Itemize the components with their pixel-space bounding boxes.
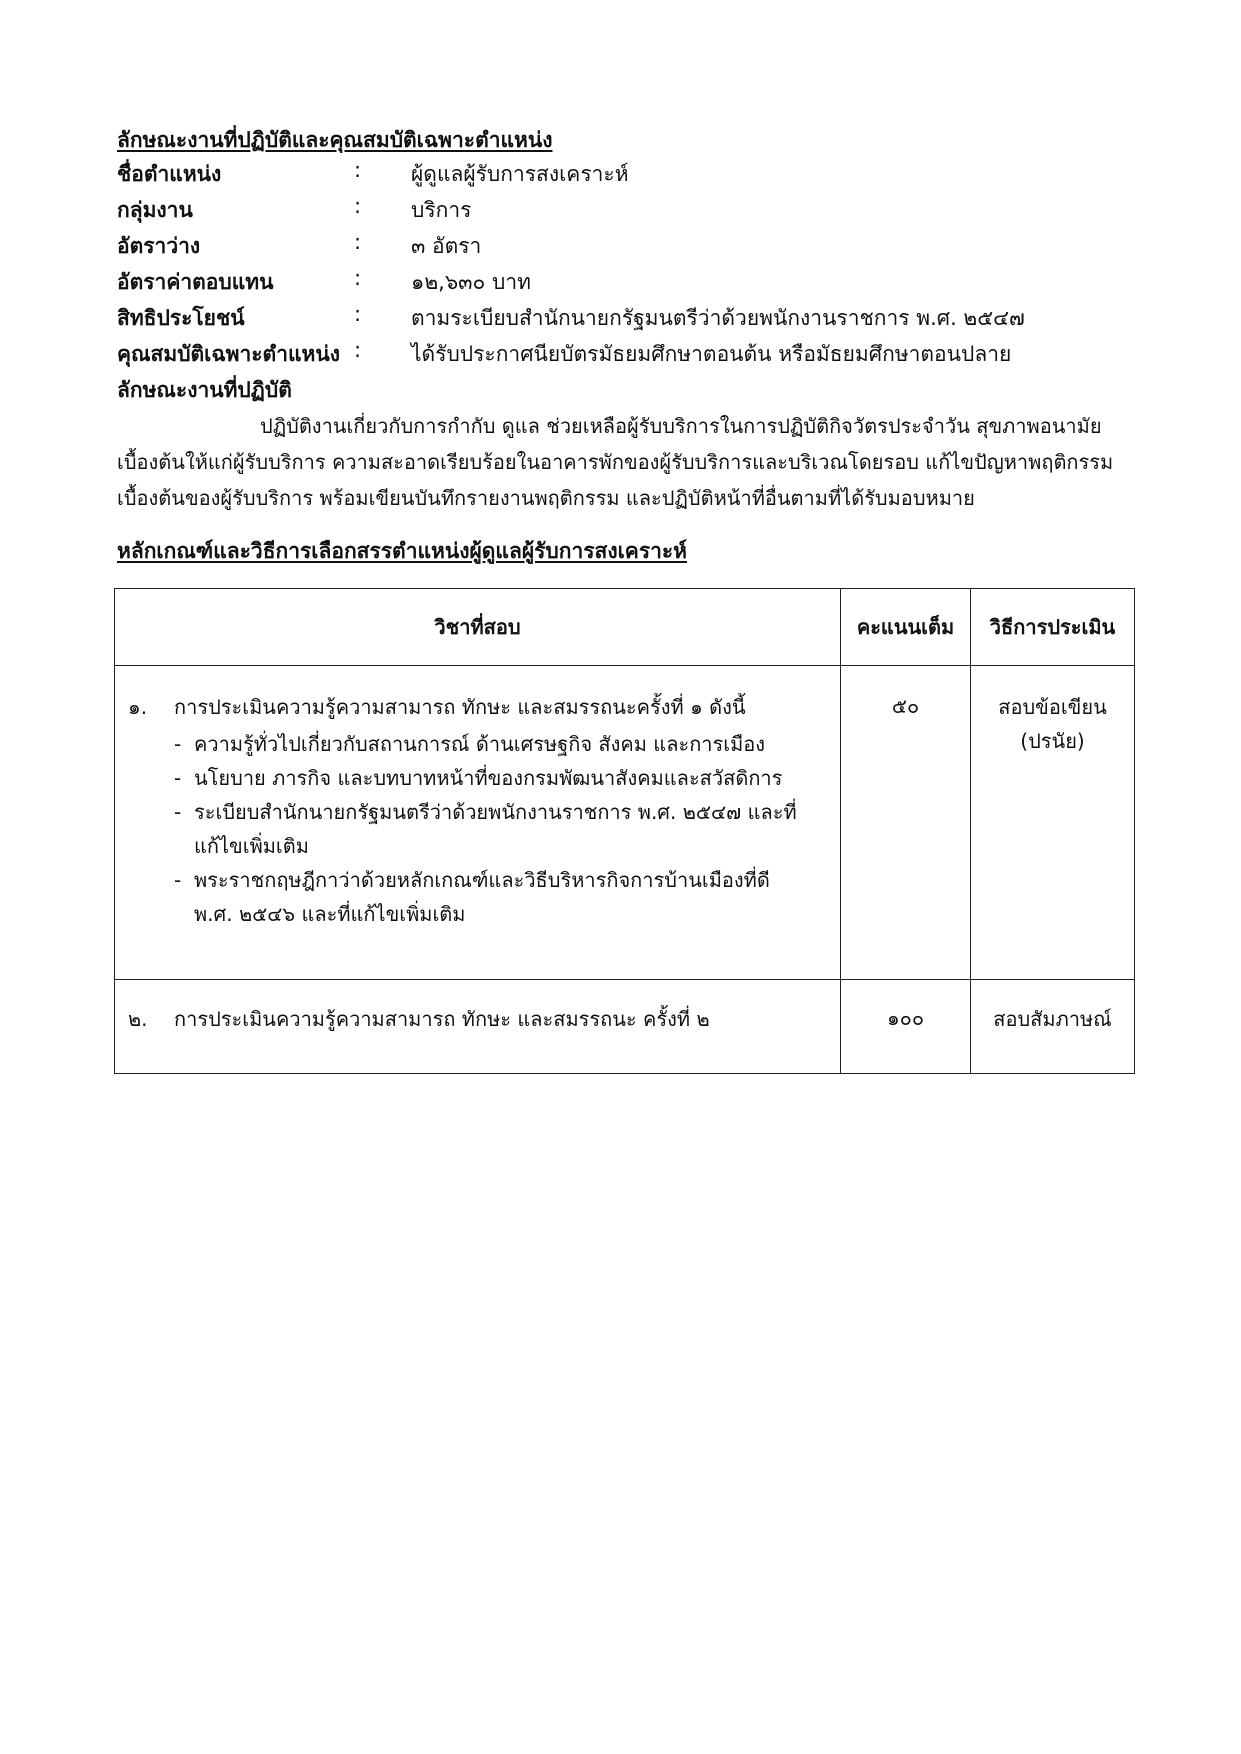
field-colon: :	[354, 194, 362, 218]
field-label: คุณสมบัติเฉพาะตำแหน่ง	[117, 342, 340, 366]
field-value: ผู้ดูแลผู้รับการสงเคราะห์	[411, 162, 629, 186]
subject-cell	[115, 980, 841, 1074]
topic-list	[116, 727, 839, 931]
table-header-row	[115, 589, 1135, 666]
field-value: ๑๒,๖๓๐ บาท	[411, 270, 531, 294]
item-heading	[116, 691, 839, 723]
table-row	[115, 980, 1135, 1074]
item-title: การประเมินความรู้ความสามารถ ทักษะ และสมรรถนะครั้งที่ ๑ ดังนี้	[174, 695, 746, 719]
method-line: (ปรนัย)	[1020, 729, 1085, 753]
field-work-group	[117, 194, 1117, 228]
field-value: ตามระเบียบสำนักนายกรัฐมนตรีว่าด้วยพนักงานราชการ พ.ศ. ๒๕๔๗	[411, 306, 1025, 330]
field-value: ได้รับประกาศนียบัตรมัธยมศึกษาตอนต้น หรือมัธยมศึกษาตอนปลาย	[411, 342, 1012, 366]
method-cell	[971, 666, 1135, 980]
field-colon: :	[354, 230, 362, 254]
field-colon: :	[354, 302, 362, 326]
item-number: ๒.	[128, 1007, 148, 1031]
field-benefits	[117, 302, 1117, 336]
duties-line-1: ปฏิบัติงานเกี่ยวกับการกำกับ ดูแล ช่วยเหลือผู้รับบริการในการปฏิบัติกิจวัตรประจำวัน สุขภาพอนามัย	[260, 414, 1102, 438]
field-label: สิทธิประโยชน์	[117, 306, 245, 330]
table-row	[115, 666, 1135, 980]
field-colon: :	[354, 266, 362, 290]
score-cell: ๑๐๐	[841, 980, 971, 1074]
section2-heading: หลักเกณฑ์และวิธีการเลือกสรรตำแหน่งผู้ดูแลผู้รับการสงเคราะห์	[117, 539, 688, 563]
header-subject: วิชาที่สอบ	[115, 589, 841, 666]
score-cell: ๕๐	[841, 666, 971, 980]
field-value: ๓ อัตรา	[411, 234, 482, 258]
selection-criteria-table	[114, 588, 1135, 1074]
field-label: กลุ่มงาน	[117, 198, 193, 222]
item-heading	[116, 1003, 839, 1035]
list-item: - ความรู้ทั่วไปเกี่ยวกับสถานการณ์ ด้านเศรษฐกิจ สังคม และการเมือง	[174, 727, 839, 761]
header-full-score: คะแนนเต็ม	[841, 589, 971, 666]
item-title: การประเมินความรู้ความสามารถ ทักษะ และสมรรถนะ ครั้งที่ ๒	[174, 1007, 710, 1031]
header-method: วิธีการประเมิน	[971, 589, 1135, 666]
subject-cell	[115, 666, 841, 980]
list-item: - ระเบียบสำนักนายกรัฐมนตรีว่าด้วยพนักงานราชการ พ.ศ. ๒๕๔๗ และที่แก้ไขเพิ่มเติม	[174, 795, 839, 863]
field-label: อัตราว่าง	[117, 234, 201, 258]
field-qualifications	[117, 338, 1117, 372]
field-label: ชื่อตำแหน่ง	[117, 162, 222, 186]
duties-label: ลักษณะงานที่ปฏิบัติ	[117, 378, 292, 402]
field-colon: :	[354, 158, 362, 182]
method-line: สอบข้อเขียน	[998, 695, 1107, 719]
item-number: ๑.	[128, 695, 148, 719]
field-vacancies	[117, 230, 1117, 264]
field-compensation	[117, 266, 1117, 300]
duties-line-2: เบื้องต้นให้แก่ผู้รับบริการ ความสะอาดเรียบร้อยในอาคารพักของผู้รับบริการและบริเวณโดยรอบ แก้ไขปัญหาพฤติกรรม	[117, 450, 1114, 474]
section1-heading: ลักษณะงานที่ปฏิบัติและคุณสมบัติเฉพาะตำแหน่ง	[117, 128, 553, 152]
field-value: บริการ	[411, 198, 472, 222]
field-colon: :	[354, 338, 362, 362]
duties-line-3: เบื้องต้นของผู้รับบริการ พร้อมเขียนบันทึกรายงานพฤติกรรม และปฏิบัติหน้าที่อื่นตามที่ได้รับมอบหมาย	[117, 486, 975, 510]
field-position-name	[117, 158, 1117, 192]
list-item: - พระราชกฤษฎีกาว่าด้วยหลักเกณฑ์และวิธีบริหารกิจการบ้านเมืองที่ดี พ.ศ. ๒๕๔๖ และที่แก้ไขเพิ่มเติม	[174, 863, 839, 931]
list-item: - นโยบาย ภารกิจ และบทบาทหน้าที่ของกรมพัฒนาสังคมและสวัสดิการ	[174, 761, 839, 795]
method-cell: สอบสัมภาษณ์	[971, 980, 1135, 1074]
field-label: อัตราค่าตอบแทน	[117, 270, 274, 294]
